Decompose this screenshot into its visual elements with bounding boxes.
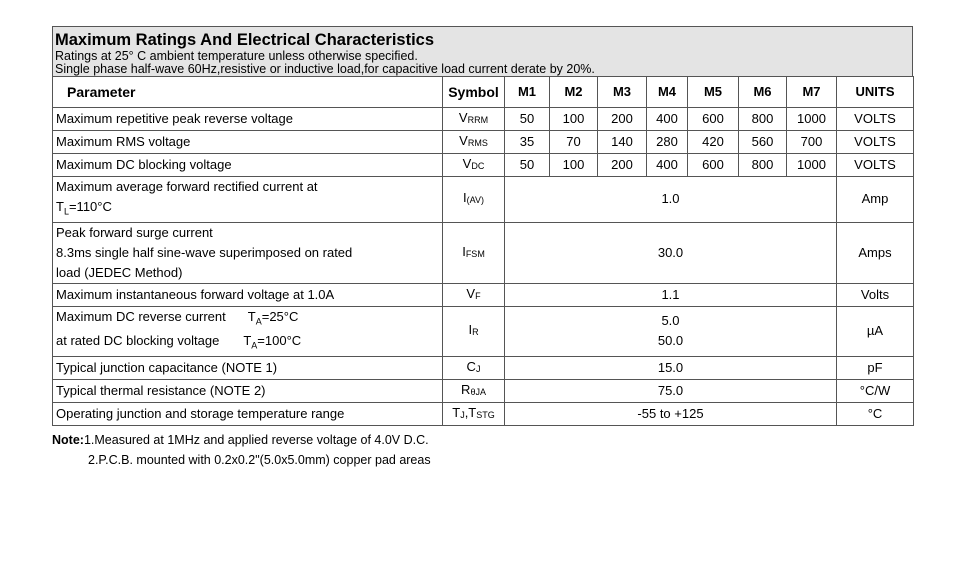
table-row — [53, 356, 914, 379]
unit-cell: Amp — [837, 177, 914, 223]
param-cell: Peak forward surge current 8.3ms single half sine-wave superimposed on rated load (JEDEC Method) — [53, 222, 443, 283]
note-label: Note: — [52, 433, 84, 447]
col-parameter: Parameter — [53, 77, 443, 108]
value-cell: 560 — [739, 131, 787, 154]
param-cell: Typical thermal resistance (NOTE 2) — [53, 379, 443, 402]
symbol-cell: $V_{RRM}$ — [443, 108, 505, 131]
value-cell: 200 — [598, 154, 647, 177]
col-symbol: Symbol — [443, 77, 505, 108]
unit-cell: µA — [837, 306, 914, 356]
value-cell: 280 — [647, 131, 688, 154]
value-cell: 1.1 — [505, 283, 837, 306]
value-cell: 1000 — [787, 154, 837, 177]
ratings-condition-text: Ratings at 25° C ambient temperature unless otherwise specified. — [55, 49, 418, 63]
param-cell: Maximum RMS voltage — [53, 131, 443, 154]
param-cell: Typical junction capacitance (NOTE 1) — [53, 356, 443, 379]
table-row — [53, 306, 914, 356]
load-condition-text: Single phase half-wave 60Hz,resistive or inductive load,for capacitive load current derate by 20%. — [55, 62, 595, 76]
value-cell: -55 to +125 — [505, 402, 837, 425]
value-cell: 100 — [550, 108, 598, 131]
value-cell: 70 — [550, 131, 598, 154]
param-cell: Maximum repetitive peak reverse voltage — [53, 108, 443, 131]
symbol-cell: $I_{(AV)}$ — [443, 177, 505, 223]
value-cell: 50 — [505, 108, 550, 131]
value-cell: 140 — [598, 131, 647, 154]
table-row — [53, 108, 914, 131]
unit-cell: °C — [837, 402, 914, 425]
value-cell: 400 — [647, 108, 688, 131]
table-row — [53, 283, 914, 306]
symbol-cell: $C_J$ — [443, 356, 505, 379]
unit-cell: VOLTS — [837, 154, 914, 177]
symbol-cell: $T_J,T_{STG}$ — [443, 402, 505, 425]
col-m7: M7 — [787, 77, 837, 108]
value-cell: 5.0 50.0 — [505, 306, 837, 356]
value-cell: 700 — [787, 131, 837, 154]
column-header-row — [53, 77, 914, 108]
ratings-table — [52, 76, 914, 426]
value-cell: 200 — [598, 108, 647, 131]
table-header-block — [52, 26, 913, 76]
value-cell: 420 — [688, 131, 739, 154]
value-cell: 600 — [688, 108, 739, 131]
param-cell: Maximum DC blocking voltage — [53, 154, 443, 177]
param-cell: Maximum DC reverse current $T_A=25^\circ C$ at rated DC blocking voltage $T_A=100^\circ C$ — [53, 306, 443, 356]
table-row — [53, 402, 914, 425]
table-row — [53, 154, 914, 177]
unit-cell: VOLTS — [837, 131, 914, 154]
table-row — [53, 177, 914, 223]
note-1: 1.Measured at 1MHz and applied reverse voltage of 4.0V D.C. — [83, 433, 429, 447]
symbol-cell: $I_R$ — [443, 306, 505, 356]
unit-cell: Amps — [837, 222, 914, 283]
value-cell: 600 — [688, 154, 739, 177]
value-cell: 1000 — [787, 108, 837, 131]
param-cell: Maximum instantaneous forward voltage at 1.0A — [53, 283, 443, 306]
col-m1: M1 — [505, 77, 550, 108]
value-cell: 400 — [647, 154, 688, 177]
value-cell: 50 — [505, 154, 550, 177]
value-cell: 1.0 — [505, 177, 837, 223]
note-2: 2.P.C.B. mounted with 0.2x0.2"(5.0x5.0mm) copper pad areas — [88, 453, 431, 467]
col-m6: M6 — [739, 77, 787, 108]
unit-cell: °C/W — [837, 379, 914, 402]
unit-cell: pF — [837, 356, 914, 379]
symbol-cell: $R_{\theta JA}$ — [443, 379, 505, 402]
value-cell: 100 — [550, 154, 598, 177]
value-cell: 800 — [739, 108, 787, 131]
col-units: UNITS — [837, 77, 914, 108]
unit-cell: VOLTS — [837, 108, 914, 131]
value-cell: 35 — [505, 131, 550, 154]
ratings-sheet — [52, 26, 913, 426]
unit-cell: Volts — [837, 283, 914, 306]
page-title: Maximum Ratings And Electrical Characteristics — [55, 31, 435, 49]
table-row — [53, 222, 914, 283]
param-cell: Operating junction and storage temperature range — [53, 402, 443, 425]
param-cell: Maximum average forward rectified current at $T_L=110^\circ C$ — [53, 177, 443, 223]
col-m3: M3 — [598, 77, 647, 108]
col-m4: M4 — [647, 77, 688, 108]
table-row — [53, 131, 914, 154]
col-m2: M2 — [550, 77, 598, 108]
symbol-cell: $V_F$ — [443, 283, 505, 306]
value-cell: 75.0 — [505, 379, 837, 402]
col-m5: M5 — [688, 77, 739, 108]
value-cell: 15.0 — [505, 356, 837, 379]
value-cell: 800 — [739, 154, 787, 177]
value-cell: 30.0 — [505, 222, 837, 283]
symbol-cell: $V_{RMS}$ — [443, 131, 505, 154]
symbol-cell: $V_{DC}$ — [443, 154, 505, 177]
table-row — [53, 379, 914, 402]
notes-section — [52, 430, 431, 470]
symbol-cell: $I_{FSM}$ — [443, 222, 505, 283]
